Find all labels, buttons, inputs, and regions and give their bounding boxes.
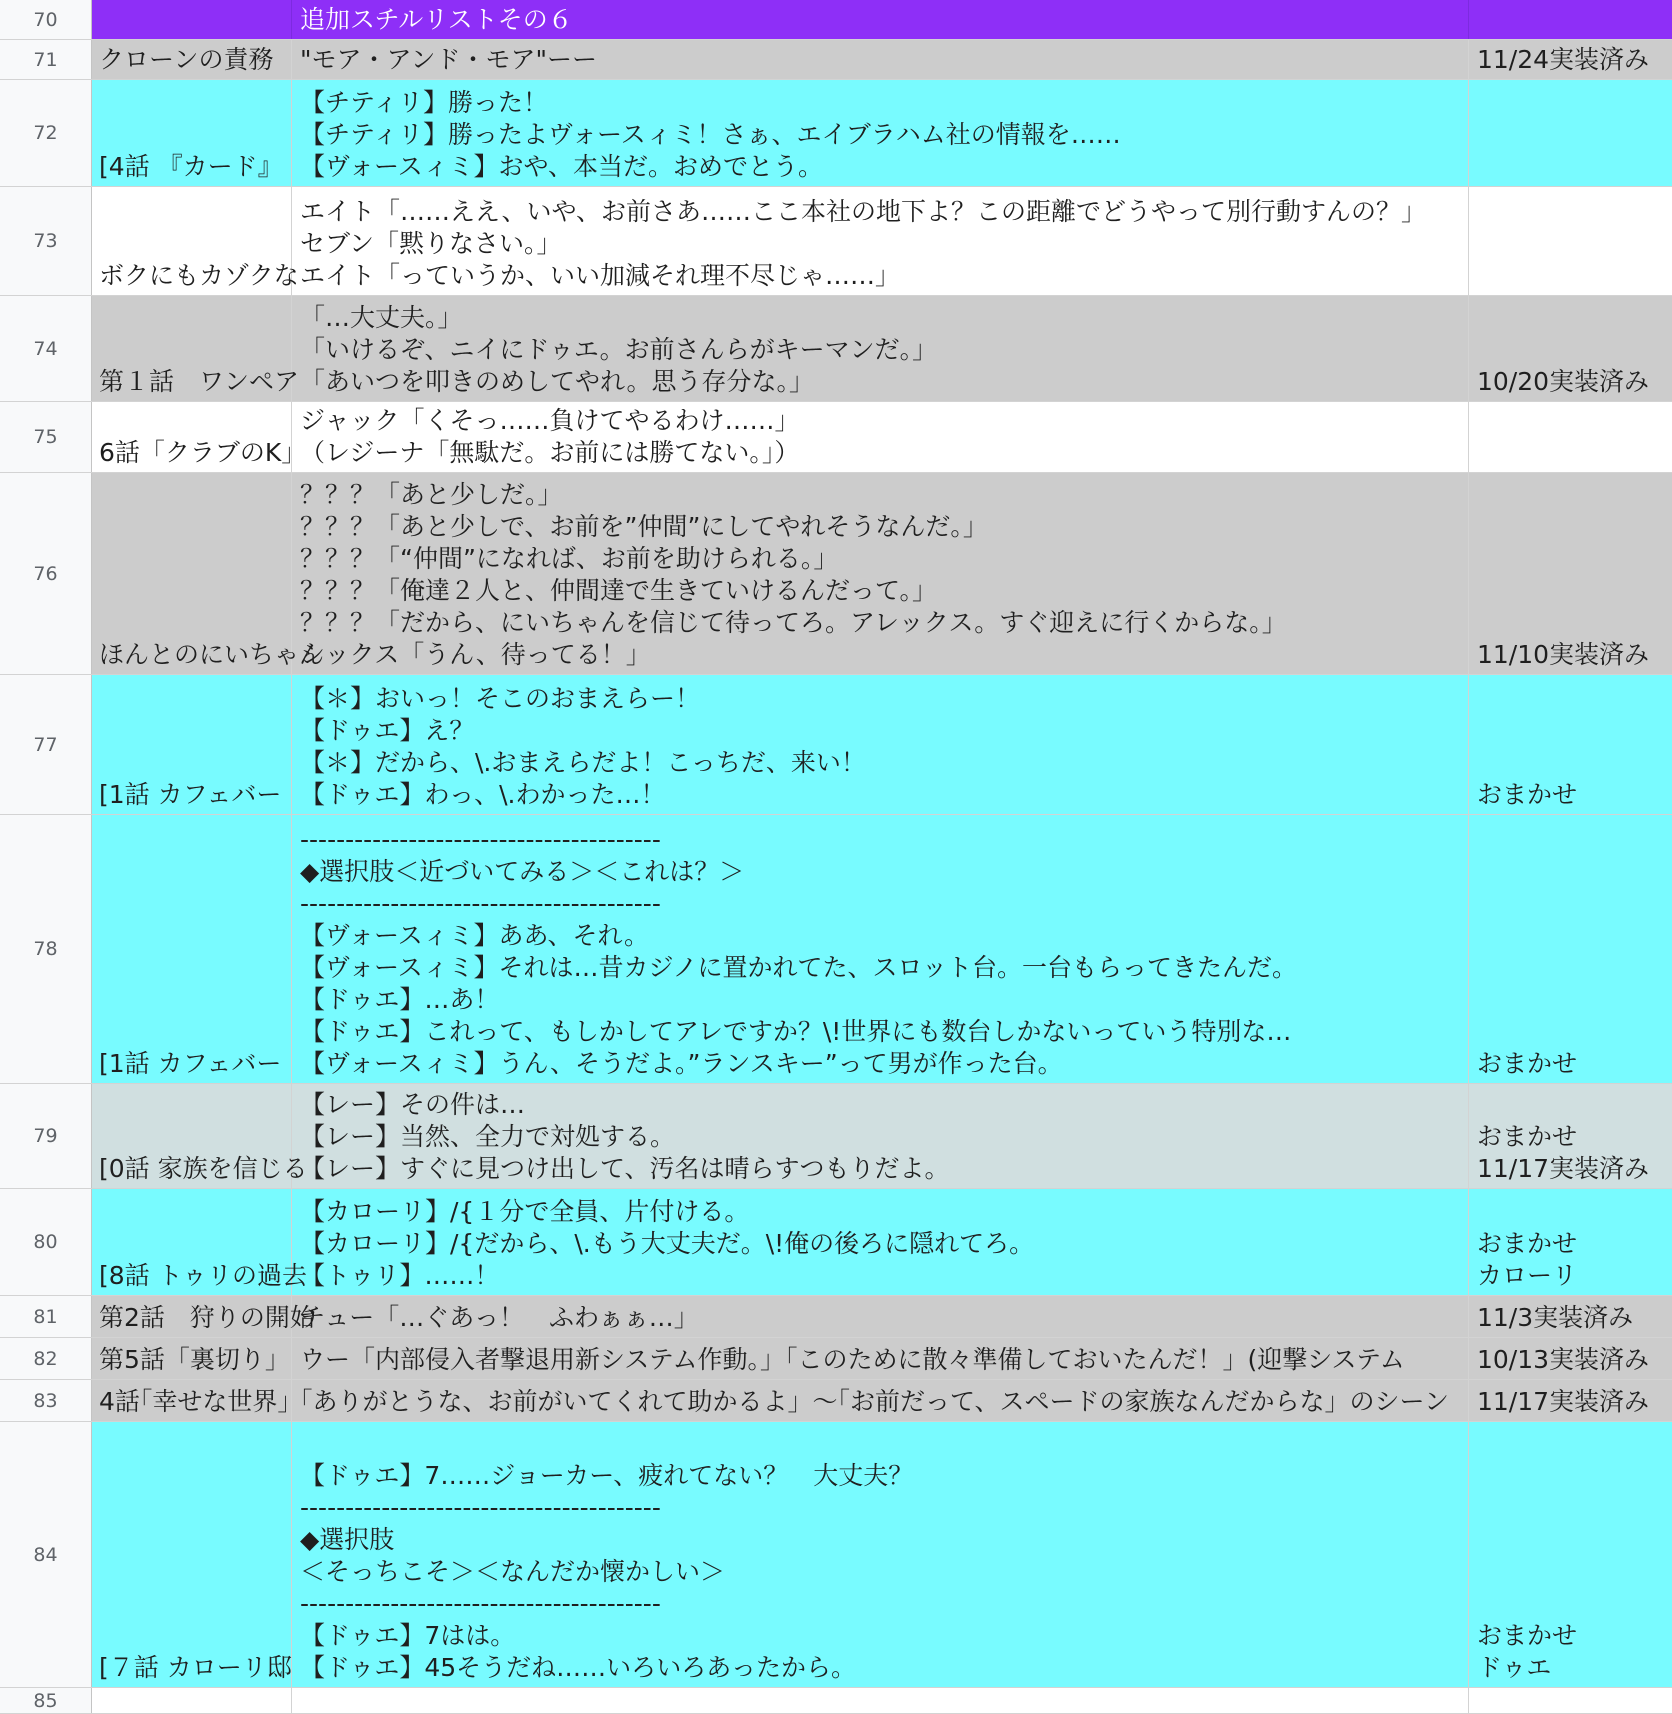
cell-column-b[interactable] — [292, 402, 1469, 472]
row-number-header[interactable]: 75 — [0, 402, 92, 472]
cell-column-b[interactable] — [292, 296, 1469, 401]
cell-column-c[interactable] — [1469, 402, 1672, 472]
cell-text: ｢ありがとうな、お前がいてくれて助かるよ」〜｢お前だって、スペードの家族なんだからな」のシーン — [300, 1387, 1450, 1416]
cell-text: 6話「クラブのK」 — [99, 438, 307, 467]
row-number-header[interactable]: 78 — [0, 815, 92, 1083]
table-row — [0, 1338, 1672, 1380]
cell-text: [0話 家族を信じる — [99, 1154, 308, 1183]
cell-text: 11/24実装済み — [1477, 45, 1650, 74]
cell-column-c[interactable] — [1469, 1688, 1672, 1713]
cell-text: [4話 『カード』 — [99, 152, 283, 181]
cell-column-b[interactable] — [292, 675, 1469, 814]
cell-text: 第5話「裏切り」 — [99, 1345, 290, 1374]
cell-text: 11/17実装済み — [1477, 1387, 1650, 1416]
cell-column-c[interactable] — [1469, 815, 1672, 1083]
cell-column-b[interactable] — [292, 1296, 1469, 1337]
cell-column-a[interactable] — [91, 0, 292, 39]
cell-text: 11/3実装済み — [1477, 1303, 1634, 1332]
row-number-header[interactable]: 84 — [0, 1422, 92, 1687]
table-row — [0, 1380, 1672, 1422]
table-row — [0, 1296, 1672, 1338]
row-number-header[interactable]: 79 — [0, 1084, 92, 1188]
cell-text: 【ドゥエ】7……ジョーカー、疲れてない？ 大丈夫？ ---------------------------------------- ◆選択肢 ＜そっちこそ＞＜なんだか懐かしい＞ ---------------------------------------- 【ドゥエ】7はは。 【ドゥエ】45そうだね……いろいろあったから。 — [300, 1461, 914, 1682]
cell-column-a[interactable] — [91, 80, 292, 186]
cell-column-a[interactable] — [91, 473, 325, 674]
table-row — [0, 80, 1672, 187]
cell-text: クローンの責務 — [99, 45, 274, 74]
cell-text: [1話 カフェバー — [99, 1049, 282, 1078]
table-row — [0, 1422, 1672, 1688]
cell-text: ボクにもカゾクな — [99, 261, 299, 290]
cell-text: "モア・アンド・モア"ーー — [300, 45, 597, 74]
row-number-header[interactable]: 80 — [0, 1189, 92, 1295]
cell-column-b[interactable] — [292, 1688, 1469, 1713]
cell-column-b[interactable] — [292, 40, 1469, 79]
cell-text: チュー「…ぐあっ！ ふわぁぁ…」 — [300, 1303, 699, 1332]
table-row — [0, 815, 1672, 1084]
cell-column-c[interactable] — [1469, 1338, 1672, 1379]
cell-column-b[interactable] — [292, 1380, 1469, 1421]
table-row — [0, 675, 1672, 815]
row-number-header[interactable]: 72 — [0, 80, 92, 186]
cell-text: ？？？「あと少しだ。」 ？？？「あと少しで、お前を”仲間”にしてやれそうなんだ。」 ？？？「“仲間”になれば、お前を助けられる。」 ？？？「俺達２人と、仲間達で生きていけるんだって。」 ？？？「だから、にいちゃんを信じて待ってろ。アレックス。すぐ迎えに行くからな。」 シックス「うん、待ってる！」 — [300, 480, 1287, 669]
cell-column-c[interactable] — [1469, 1084, 1672, 1188]
cell-column-b[interactable] — [292, 815, 1469, 1083]
table-row — [0, 0, 1672, 40]
cell-column-c[interactable] — [1469, 0, 1672, 39]
cell-column-a[interactable] — [91, 402, 307, 472]
cell-column-a[interactable] — [91, 187, 299, 295]
table-row — [0, 1189, 1672, 1296]
cell-column-c[interactable] — [1469, 1296, 1672, 1337]
cell-text: 【レー】その件は… 【レー】当然、全力で対処する。 【レー】すぐに見つけ出して、汚名は晴らすつもりだよ。 — [300, 1090, 950, 1183]
cell-column-c[interactable] — [1469, 675, 1672, 814]
cell-text: おまかせ — [1477, 780, 1578, 809]
cell-column-c[interactable] — [1469, 473, 1672, 674]
cell-text: 10/20実装済み — [1477, 367, 1650, 396]
cell-column-a[interactable] — [91, 1189, 307, 1295]
cell-text: [8話 トゥリの過去 — [99, 1261, 307, 1290]
cell-text: ジャック「くそっ……負けてやるわけ……」 （レジーナ「無駄だ。お前には勝てない。」） — [300, 406, 800, 467]
cell-column-c[interactable] — [1469, 40, 1672, 79]
cell-text: 【カローリ】/{１分で全員、片付ける。 【カローリ】/{だから、\.もう大丈夫だ。\!俺の後ろに隠れてろ。 【トゥリ】……！ — [300, 1197, 1035, 1290]
cell-text: エイト「……ええ、いや、お前さあ……ここ本社の地下よ？この距離でどうやって別行動すんの？」 セブン「黙りなさい。」 エイト「っていうか、いい加減それ理不尽じゃ……」 — [300, 197, 1427, 290]
cell-column-a[interactable] — [91, 815, 292, 1083]
cell-column-a[interactable] — [91, 1296, 315, 1337]
row-number-header[interactable]: 77 — [0, 675, 92, 814]
cell-column-a[interactable] — [91, 1380, 303, 1421]
cell-text: ---------------------------------------- ◆選択肢＜近づいてみる＞＜これは？＞ ---------------------------------------- 【ヴォースィミ】ああ、それ。 【ヴォースィミ】それは…昔カジノに置かれてた、スロット台。一台もらってきたんだ。 【ドゥエ】…あ！ 【ドゥエ】これって、もしかしてアレですか？\!世界にも数台しかないっていう特別な… 【ヴォースィミ】うん、そうだよ。”ランスキー”って男が作った台。 — [300, 825, 1298, 1078]
cell-text: ほんとのにいちゃん — [99, 640, 325, 669]
cell-text: 4話｢幸せな世界」 — [99, 1387, 303, 1416]
cell-text: おまかせ カローリ — [1477, 1229, 1578, 1290]
cell-text: 追加スチルリストその６ — [300, 4, 573, 34]
cell-column-a[interactable] — [91, 296, 300, 401]
cell-column-c[interactable] — [1469, 1422, 1672, 1687]
cell-column-a[interactable] — [91, 1338, 292, 1379]
cell-column-c[interactable] — [1469, 1189, 1672, 1295]
cell-column-c[interactable] — [1469, 187, 1672, 295]
row-number-header[interactable]: 71 — [0, 40, 92, 79]
cell-column-c[interactable] — [1469, 80, 1672, 186]
cell-column-a[interactable] — [91, 1084, 308, 1188]
table-row — [0, 296, 1672, 402]
cell-column-b[interactable] — [292, 1084, 1469, 1188]
cell-text: 第１話 ワンペア — [99, 367, 300, 396]
cell-text: ウー「内部侵入者撃退用新システム作動。」「このために散々準備しておいたんだ！」(迎撃システム — [300, 1345, 1405, 1374]
table-row — [0, 187, 1672, 296]
table-row — [0, 1688, 1672, 1714]
cell-text: おまかせ 11/17実装済み — [1477, 1122, 1650, 1183]
table-row — [0, 40, 1672, 80]
table-row — [0, 402, 1672, 473]
row-number-header[interactable]: 76 — [0, 473, 92, 674]
cell-text: 10/13実装済み — [1477, 1345, 1650, 1374]
cell-column-b[interactable] — [292, 0, 1469, 39]
cell-column-a[interactable] — [91, 40, 292, 79]
cell-column-b[interactable] — [292, 80, 1469, 186]
cell-column-a[interactable] — [91, 1688, 292, 1713]
cell-text: おまかせ — [1477, 1049, 1578, 1078]
cell-text: おまかせ ドゥエ — [1477, 1621, 1578, 1682]
row-number-header[interactable]: 81 — [0, 1296, 92, 1337]
cell-text: 【＊】おいっ！そこのおまえらー！ 【ドゥエ】え？ 【＊】だから、\.おまえらだよ！こっちだ、来い！ 【ドゥエ】わっ、\.わかった…！ — [300, 684, 866, 809]
cell-column-c[interactable] — [1469, 296, 1672, 401]
row-number-header[interactable]: 74 — [0, 296, 92, 401]
cell-text: 11/10実装済み — [1477, 640, 1650, 669]
cell-text: 第2話 狩りの開始 — [99, 1303, 315, 1332]
cell-column-b[interactable] — [292, 1189, 1469, 1295]
cell-text: 【チティリ】勝った！ 【チティリ】勝ったよヴォースィミ！さぁ、エイブラハム社の情報を…… 【ヴォースィミ】おや、本当だ。おめでとう。 — [300, 88, 1121, 181]
cell-text: 「…大丈夫。」 「いけるぞ、ニイにドゥエ。お前さんらがキーマンだ。」 「あいつを叩きのめしてやれ。思う存分な。」 — [300, 303, 938, 396]
cell-column-a[interactable] — [91, 1422, 292, 1687]
cell-column-b[interactable] — [292, 473, 1469, 674]
cell-text: [1話 カフェバー — [99, 780, 282, 809]
table-row — [0, 1084, 1672, 1189]
row-number-header[interactable]: 70 — [0, 0, 92, 39]
row-number-header[interactable]: 83 — [0, 1380, 92, 1421]
cell-column-a[interactable] — [91, 675, 292, 814]
cell-column-c[interactable] — [1469, 1380, 1672, 1421]
row-number-header[interactable]: 73 — [0, 187, 92, 295]
cell-column-b[interactable] — [292, 1422, 1469, 1687]
row-number-header[interactable]: 82 — [0, 1338, 92, 1379]
row-number-header[interactable]: 85 — [0, 1688, 92, 1713]
cell-text: [７話 カローリ邸 — [99, 1653, 292, 1682]
cell-column-b[interactable] — [292, 187, 1469, 295]
table-row — [0, 473, 1672, 675]
cell-column-b[interactable] — [292, 1338, 1469, 1379]
